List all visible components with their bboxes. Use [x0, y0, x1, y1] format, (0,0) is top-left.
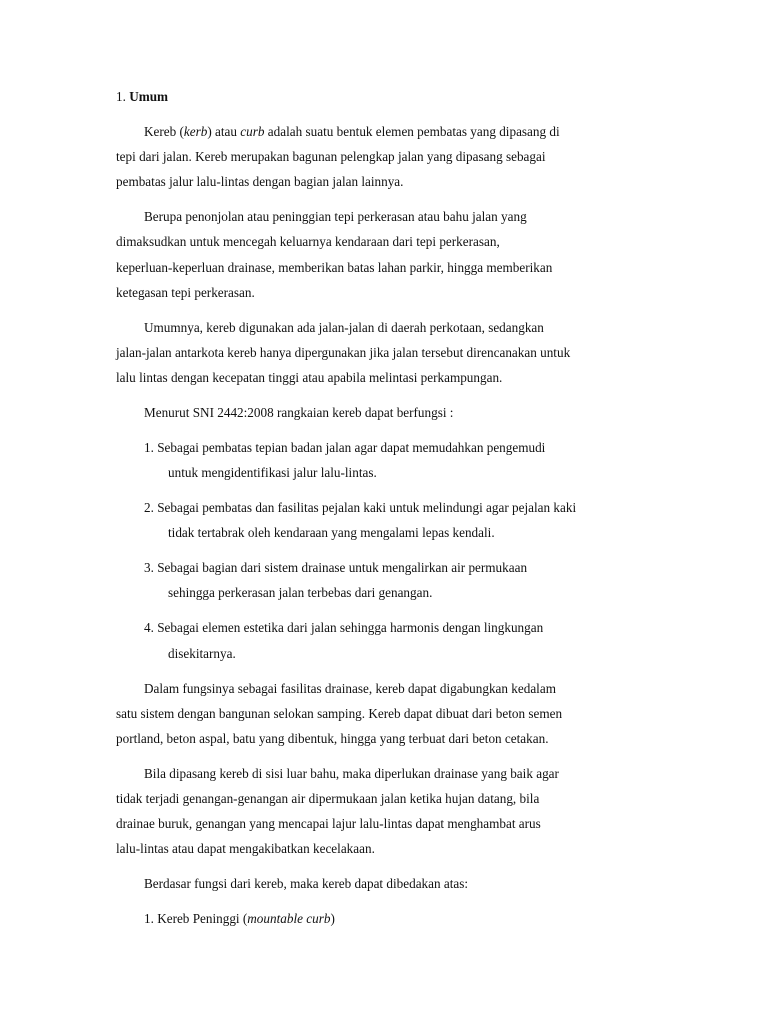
- paragraph-1-line-1: Kereb (kerb) atau curb adalah suatu bentuk elemen pembatas yang dipasang di: [144, 124, 560, 139]
- paragraph-6-line-2: tidak terjadi genangan-genangan air dipermukaan jalan ketika hujan datang, bila: [116, 791, 540, 806]
- term-kerb: kerb: [183, 124, 208, 139]
- list-item-3-line-1: 3. Sebagai bagian dari sistem drainase untuk mengalirkan air permukaan: [144, 560, 528, 575]
- list-item-2-line-2: tidak tertabrak oleh kendaraan yang mengalami lepas kendali.: [168, 525, 495, 540]
- term-mountable-curb: mountable curb: [247, 911, 331, 926]
- section-title: Umum: [129, 89, 169, 104]
- paragraph-5-line-1: Dalam fungsinya sebagai fasilitas drainase, kereb dapat digabungkan kedalam: [144, 681, 556, 696]
- list-item-1-line-2: untuk mengidentifikasi jalur lalu-lintas.: [168, 465, 377, 480]
- paragraph-2-line-2: dimaksudkan untuk mencegah keluarnya kendaraan dari tepi perkerasan,: [116, 234, 500, 249]
- paragraph-6-line-4: lalu-lintas atau dapat mengakibatkan kecelakaan.: [116, 841, 375, 856]
- paragraph-2-line-3: keperluan-keperluan drainase, memberikan batas lahan parkir, hingga memberikan: [116, 260, 553, 275]
- list-item-3-line-2: sehingga perkerasan jalan terbebas dari genangan.: [168, 585, 433, 600]
- list-item-1-line-1: 1. Sebagai pembatas tepian badan jalan agar dapat memudahkan pengemudi: [144, 440, 546, 455]
- term-curb: curb: [240, 124, 265, 139]
- paragraph-2-line-4: ketegasan tepi perkerasan.: [116, 285, 255, 300]
- paragraph-1-line-2: tepi dari jalan. Kereb merupakan bagunan pelengkap jalan yang dipasang sebagai: [116, 149, 546, 164]
- paragraph-3-line-2: jalan-jalan antarkota kereb hanya dipergunakan jika jalan tersebut direncanakan untuk: [116, 345, 571, 360]
- section-heading: [116, 89, 168, 105]
- paragraph-1-line-3: pembatas jalur lalu-lintas dengan bagian jalan lainnya.: [116, 174, 404, 189]
- paragraph-4-line-1: Menurut SNI 2442:2008 rangkaian kereb dapat berfungsi :: [144, 405, 454, 420]
- paragraph-5-line-3: portland, beton aspal, batu yang dibentuk, hingga yang terbuat dari beton cetakan.: [116, 731, 549, 746]
- sublist-item-1: 1. Kereb Peninggi (mountable curb): [144, 911, 335, 926]
- paragraph-6-line-3: drainae buruk, genangan yang mencapai lajur lalu-lintas dapat menghambat arus: [116, 816, 541, 831]
- paragraph-2-line-1: Berupa penonjolan atau peninggian tepi perkerasan atau bahu jalan yang: [144, 209, 527, 224]
- paragraph-5-line-2: satu sistem dengan bangunan selokan samping. Kereb dapat dibuat dari beton semen: [116, 706, 563, 721]
- list-item-4-line-2: disekitarnya.: [168, 646, 236, 661]
- paragraph-6-line-1: Bila dipasang kereb di sisi luar bahu, maka diperlukan drainase yang baik agar: [144, 766, 559, 781]
- paragraph-3-line-3: lalu lintas dengan kecepatan tinggi atau apabila melintasi perkampungan.: [116, 370, 503, 385]
- section-number: 1.: [116, 89, 126, 104]
- paragraph-7-line-1: Berdasar fungsi dari kereb, maka kereb dapat dibedakan atas:: [144, 876, 469, 891]
- list-item-2-line-1: 2. Sebagai pembatas dan fasilitas pejalan kaki untuk melindungi agar pejalan kaki: [144, 500, 577, 515]
- list-item-4-line-1: 4. Sebagai elemen estetika dari jalan sehingga harmonis dengan lingkungan: [144, 620, 544, 635]
- paragraph-3-line-1: Umumnya, kereb digunakan ada jalan-jalan di daerah perkotaan, sedangkan: [144, 320, 544, 335]
